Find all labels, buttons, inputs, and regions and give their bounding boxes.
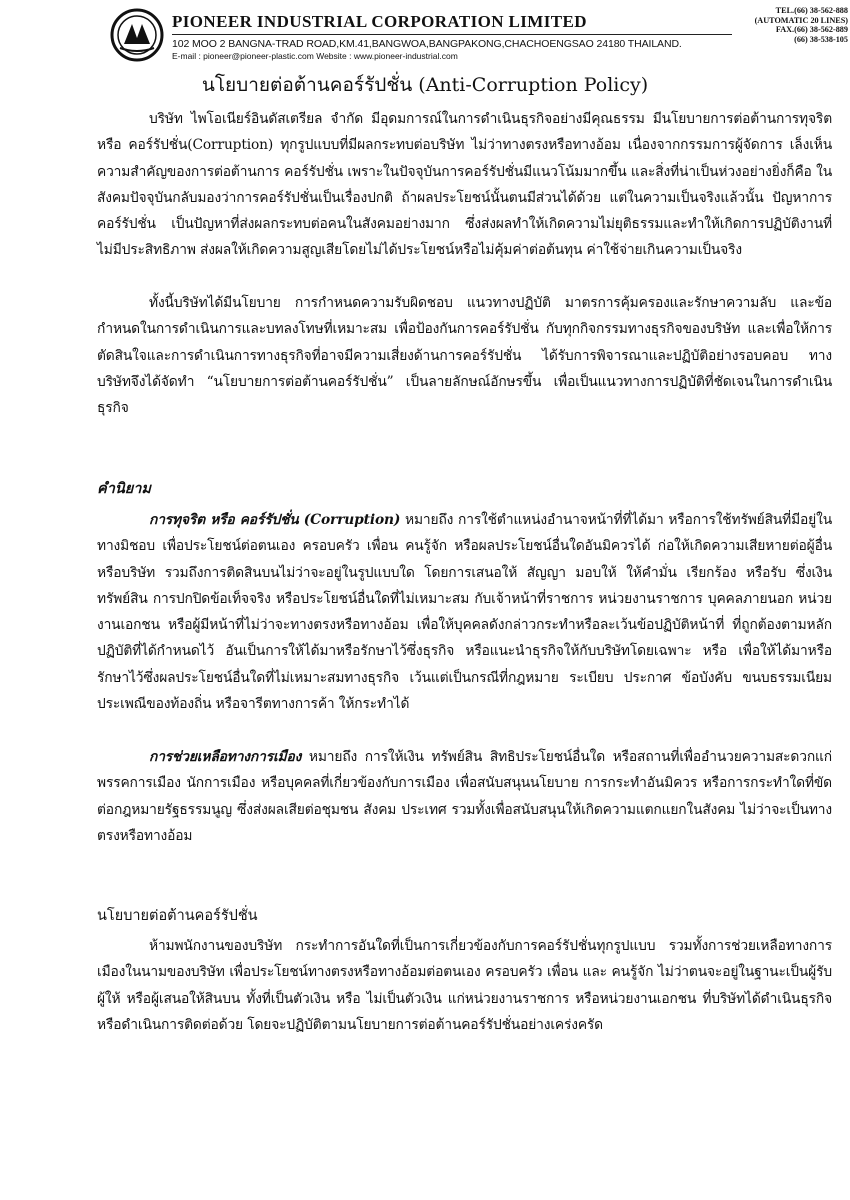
document-title: นโยบายต่อต้านคอร์รัปชั่น (Anti-Corruption Policy) — [201, 74, 649, 96]
policy-heading: นโยบายต่อต้านคอร์รัปชั่น — [97, 908, 258, 924]
policy-paragraph — [97, 933, 832, 1038]
intro-paragraph-text: บริษัท ไพโอเนียร์อินดัสเตรียล จำกัด มีอุดมการณ์ในการดำเนินธุรกิจอย่างมีคุณธรรม มีนโยบายการต่อต้านการทุจริต หรือ คอร์รัปชั่น(Corruption) ทุกรูปแบบที่มีผลกระทบต่อบริษัท ไม่ว่าทางตรงหรือทางอ้อม เนื่องจากกรรมการผู้จัดการ เล็งเห็นความสำคัญของการต่อต้านการ คอร์รัปชั่น เพราะในปัจจุบันการคอร์รัปชั่นมีแนวโน้มมากขึ้น และสิ่งที่น่าเป็นห่วงอย่างยิ่งก็คือ ในสังคมปัจจุบันกลับมองว่าการคอร์รัปชั่นเป็นเรื่องปกติ ถ้าผลประโยชน์นั้นตนมีส่วนได้ด้วย แต่ในความเป็นจริงแล้วนั้น ปัญหาการคอร์รัปชั่น เป็นปัญหาที่ส่งผลกระทบต่อคนในสังคมอย่างมาก ซึ่งส่งผลทำให้เกิดความไม่ยุติธรรมและทำให้เกิดการปฏิบัติงานที่ไม่มีประสิทธิภาพ ส่งผลให้เกิดความสูญเสียโดยไม่ได้ประโยชน์หรือไม่คุ้มค่าต่อต้นทุน ค่าใช้จ่ายเกินความเป็นจริง — [97, 111, 832, 259]
definition-corruption-term: การทุจริต หรือ คอร์รัปชั่น (Corruption) — [149, 512, 401, 528]
fax-number: FAX.(66) 38-562-889 — [775, 25, 848, 35]
fax-number-2: (66) 38-538-105 — [794, 34, 848, 44]
policy-purpose-text: ทั้งนี้บริษัทได้มีนโยบาย การกำหนดความรับผิดชอบ แนวทางปฏิบัติ มาตรการคุ้มครองและรักษาความลับ และข้อกำหนดในการดำเนินการและบทลงโทษที่เหมาะสม เพื่อป้องกันการคอร์รัปชั่น กับทุกกิจกรรมทางธุรกิจของบริษัท และเพื่อให้การตัดสินใจและการดำเนินการทางธุรกิจที่อาจมีความเสี่ยงด้านการคอร์รัปชั่น ได้รับการพิจารณาและปฏิบัติอย่างรอบคอบ ทางบริษัทจึงได้จัดทำ “นโยบายการต่อต้านคอร์รัปชั่น” เป็นลายลักษณ์อักษรขึ้น เพื่อเป็นแนวทางการปฏิบัติที่ชัดเจนในการดำเนินธุรกิจ — [97, 295, 832, 417]
contact-numbers — [738, 6, 848, 44]
definition-political-text: หมายถึง การให้เงิน ทรัพย์สิน สิทธิประโยชน์อื่นใด หรือสถานที่เพื่ออำนวยความสะดวกแก่พรรคการเมือง นักการเมือง หรือบุคคลที่เกี่ยวข้องกับการเมือง เพื่อสนับสนุนนโยบาย การกระทำอันมิควร หรือการกระทำใดที่ขัดต่อกฎหมายรัฐธรรมนูญ ซึ่งส่งผลเสียต่อชุมชน สังคม ประเทศ รวมทั้งเพื่อสนับสนุนให้เกิดความแตกแยกในสังคม ไม่ว่าจะเป็นทางตรงหรือทางอ้อม — [97, 749, 832, 844]
company-address: 102 MOO 2 BANGNA-TRAD ROAD,KM.41,BANGWOA,BANGPAKONG,CHACHOENGSAO 24180 THAILAND. — [172, 38, 682, 50]
company-email-website: E-mail : pioneer@pioneer-plastic.com Website : www.pioneer-industrial.com — [172, 51, 458, 61]
definition-political-term: การช่วยเหลือทางการเมือง — [149, 749, 302, 765]
company-logo-icon — [110, 8, 164, 62]
tel-number: TEL.(66) 38-562-888 — [775, 6, 848, 15]
intro-paragraph — [97, 106, 832, 264]
letterhead-divider — [172, 34, 732, 35]
letterhead — [110, 6, 848, 64]
company-name: PIONEER INDUSTRIAL CORPORATION LIMITED — [172, 12, 587, 31]
policy-paragraph-text: ห้ามพนักงานของบริษัท กระทำการอันใดที่เป็นการเกี่ยวข้องกับการคอร์รัปชั่นทุกรูปแบบ รวมทั้งการช่วยเหลือทางการเมืองในนามของบริษัท เพื่อประโยชน์ทางตรงหรือทางอ้อมต่อตนเอง ครอบครัว เพื่อน และ คนรู้จัก ไม่ว่าตนจะอยู่ในฐานะเป็นผู้รับ ผู้ให้ หรือผู้เสนอให้สินบน ทั้งที่เป็นตัวเงิน หรือ ไม่เป็นตัวเงิน แก่หน่วยงานราชการ หรือหน่วยงานเอกชน ที่บริษัทได้ดำเนินธุรกิจหรือดำเนินการติดต่อด้วย โดยจะปฏิบัติตามนโยบายการต่อต้านคอร์รัปชั่นอย่างเคร่งครัด — [97, 938, 832, 1033]
definition-political-contribution — [97, 744, 832, 849]
definition-corruption-text: หมายถึง การใช้ตำแหน่งอำนาจหน้าที่ที่ได้มา หรือการใช้ทรัพย์สินที่มีอยู่ในทางมิชอบ เพื่อประโยชน์ต่อตนเอง ครอบครัว เพื่อน คนรู้จัก หรือผลประโยชน์อื่นใดอันมิควรได้ ก่อให้เกิดความเสียหายต่อผู้อื่นหรือบริษัท รวมถึงการติดสินบนไม่ว่าจะอยู่ในรูปแบบใด โดยการเสนอให้ สัญญา มอบให้ ให้คำมั่น เรียกร้อง หรือรับ ซึ่งเงิน ทรัพย์สิน การปกปิดข้อเท็จจริง หรือประโยชน์อื่นใดที่ไม่เหมาะสม กับเจ้าหน้าที่ราชการ หน่วยงานราชการ บุคคลภายนอก หน่วยงานเอกชน หรือผู้มีหน้าที่ไม่ว่าจะทางตรงหรือทางอ้อม เพื่อให้บุคคลดังกล่าวกระทำหรือละเว้นข้อปฏิบัติหน้าที่ ที่ถูกต้องตามหลักปฏิบัติที่ได้กำหนดไว้ อันเป็นการให้ได้มาหรือรักษาไว้ซึ่งธุรกิจ หรือแนะนำธุรกิจให้กับบริษัทโดยเฉพาะ หรือ เพื่อให้ได้มาหรือรักษาไว้ซึ่งผลประโยชน์อื่นใดที่ไม่เหมาะสมทางธุรกิจ เว้นแต่เป็นกรณีที่กฎหมาย ระเบียบ ประกาศ ข้อบังคับ ขนบธรรมเนียม ประเพณีของท้องถิ่น หรือจารีตทางการค้า ให้กระทำได้ — [97, 512, 832, 713]
definition-corruption — [97, 507, 832, 717]
definitions-heading: คำนิยาม — [97, 480, 151, 497]
policy-purpose-paragraph — [97, 290, 832, 421]
tel-note: (AUTOMATIC 20 LINES) — [754, 15, 848, 25]
